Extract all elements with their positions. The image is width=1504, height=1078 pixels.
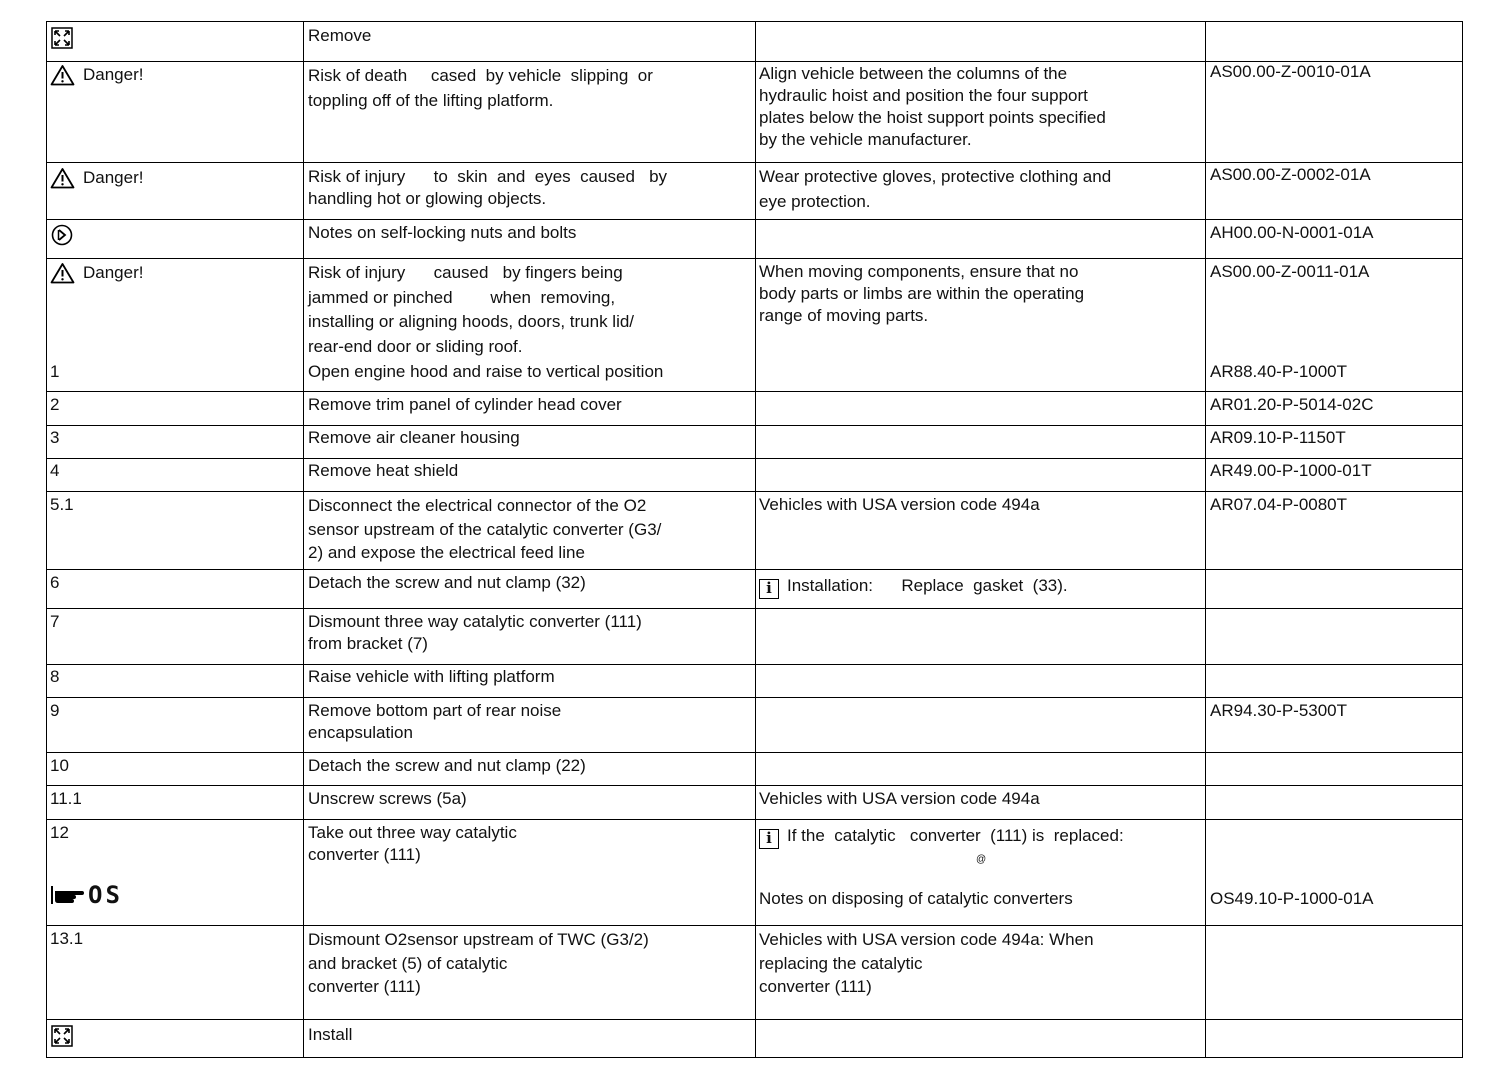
note-circle-icon bbox=[51, 224, 73, 251]
step-text: Remove trim panel of cylinder head cover bbox=[308, 395, 622, 414]
step-text bbox=[308, 822, 517, 866]
danger-label bbox=[50, 64, 143, 86]
text-line: replacing the catalytic bbox=[759, 953, 923, 973]
danger-label bbox=[50, 167, 143, 189]
text-line: converter (111) bbox=[308, 977, 421, 996]
row-divider bbox=[47, 1019, 1462, 1020]
text-line: Align vehicle between the columns of the bbox=[759, 64, 1068, 83]
step-number: 13.1 bbox=[50, 929, 84, 948]
step-text: Raise vehicle with lifting platform bbox=[308, 667, 555, 686]
text-line: Risk of injury to skin and eyes caused by bbox=[308, 167, 668, 186]
text-line: hydraulic hoist and position the four support bbox=[759, 86, 1088, 105]
info-text: If the catalytic converter (111) is replaced: bbox=[787, 826, 1124, 845]
text-line: installing or aligning hoods, doors, trunk lid/ bbox=[308, 312, 635, 331]
document-reference[interactable]: AR01.20-P-5014-02C bbox=[1210, 395, 1374, 414]
document-reference[interactable]: AR88.40-P-1000T bbox=[1210, 362, 1348, 381]
warning-icon bbox=[50, 167, 75, 189]
document-reference[interactable]: AS00.00-Z-0010-01A bbox=[1210, 62, 1371, 81]
text-line: converter (111) bbox=[308, 845, 421, 864]
condition-text: Vehicles with USA version code 494a bbox=[759, 789, 1040, 808]
info-text: Installation: Replace gasket (33). bbox=[787, 576, 1068, 595]
step-text: Remove air cleaner housing bbox=[308, 428, 520, 447]
text-line: Wear protective gloves, protective clothing and bbox=[759, 167, 1112, 186]
condition-text bbox=[759, 928, 1094, 999]
text-line: encapsulation bbox=[308, 723, 413, 742]
condition-text: Vehicles with USA version code 494a bbox=[759, 495, 1040, 514]
text-line: and bracket (5) of catalytic bbox=[308, 953, 508, 973]
danger-label bbox=[50, 262, 143, 284]
risk-text bbox=[308, 261, 634, 359]
step-text bbox=[308, 611, 642, 655]
step-number: 5.1 bbox=[50, 495, 74, 514]
text-line: sensor upstream of the catalytic converter (G3/ bbox=[308, 519, 662, 539]
step-text bbox=[308, 928, 649, 999]
risk-text bbox=[308, 166, 667, 210]
text-line: toppling off of the lifting platform. bbox=[308, 91, 554, 110]
step-number: 12 bbox=[50, 823, 69, 842]
pointing-hand-icon bbox=[50, 882, 86, 908]
row-remove-action: Remove bbox=[308, 26, 372, 45]
measure-text bbox=[759, 164, 1111, 214]
row-divider bbox=[47, 785, 1462, 786]
text-line: range of moving parts. bbox=[759, 306, 929, 325]
step-number: 10 bbox=[50, 756, 69, 775]
document-reference[interactable]: AH00.00-N-0001-01A bbox=[1210, 223, 1374, 242]
column-divider bbox=[303, 22, 304, 1057]
document-reference[interactable]: AR94.30-P-5300T bbox=[1210, 701, 1348, 720]
step-text: Detach the screw and nut clamp (32) bbox=[308, 573, 586, 592]
text-line: handling hot or glowing objects. bbox=[308, 189, 547, 208]
text-line: Disconnect the electrical connector of the O2 bbox=[308, 496, 647, 515]
text-line: Dismount O2sensor upstream of TWC (G3/2) bbox=[308, 930, 649, 949]
text-line: body parts or limbs are within the operating bbox=[759, 284, 1085, 303]
row-divider bbox=[47, 569, 1462, 570]
step-number: 11.1 bbox=[50, 789, 82, 808]
measure-text bbox=[759, 261, 1084, 327]
step-number: 8 bbox=[50, 667, 60, 686]
row-divider bbox=[47, 664, 1462, 665]
text-line: Risk of death cased by vehicle slipping or bbox=[308, 66, 653, 85]
disposal-note: Notes on disposing of catalytic converters bbox=[759, 889, 1073, 908]
info-icon: i bbox=[759, 829, 779, 849]
warning-icon bbox=[50, 64, 75, 86]
text-line: When moving components, ensure that no bbox=[759, 262, 1079, 281]
text-line: Vehicles with USA version code 494a: When bbox=[759, 930, 1094, 949]
text-line: plates below the hoist support points specified bbox=[759, 108, 1106, 127]
row-divider bbox=[47, 697, 1462, 698]
text-line: Dismount three way catalytic converter (111) bbox=[308, 612, 642, 631]
measure-text bbox=[759, 63, 1106, 151]
text-line: rear-end door or sliding roof. bbox=[308, 336, 523, 356]
row-divider bbox=[47, 425, 1462, 426]
replacement-note bbox=[759, 825, 1124, 849]
row-divider bbox=[47, 162, 1462, 163]
row-divider bbox=[47, 458, 1462, 459]
notes-text: Notes on self-locking nuts and bolts bbox=[308, 223, 577, 242]
step-text: Open engine hood and raise to vertical position bbox=[308, 362, 664, 381]
risk-text bbox=[308, 63, 653, 113]
row-divider bbox=[47, 391, 1462, 392]
row-divider bbox=[47, 925, 1462, 926]
text-line: jammed or pinched when removing, bbox=[308, 287, 616, 307]
info-icon: i bbox=[759, 579, 779, 599]
text-line: by the vehicle manufacturer. bbox=[759, 130, 972, 149]
row-divider bbox=[47, 752, 1462, 753]
column-divider bbox=[1205, 22, 1206, 1057]
os-reference-label bbox=[50, 882, 123, 908]
row-divider bbox=[47, 491, 1462, 492]
step-number: 9 bbox=[50, 701, 60, 720]
step-text: Unscrew screws (5a) bbox=[308, 789, 467, 808]
text-line: 2) and expose the electrical feed line bbox=[308, 543, 585, 562]
warning-icon bbox=[50, 262, 75, 284]
step-number: 6 bbox=[50, 573, 60, 592]
row-divider bbox=[47, 819, 1462, 820]
step-text bbox=[308, 700, 561, 744]
step-number: 7 bbox=[50, 612, 60, 631]
step-number: 3 bbox=[50, 428, 60, 447]
document-reference[interactable]: AR09.10-P-1150T bbox=[1210, 428, 1346, 447]
step-text bbox=[308, 494, 661, 565]
step-number: 2 bbox=[50, 395, 60, 414]
expand-arrows-icon bbox=[51, 27, 73, 54]
os-text: OS bbox=[88, 881, 123, 909]
danger-text: Danger! bbox=[83, 263, 144, 282]
document-reference[interactable]: AS00.00-Z-0011-01A bbox=[1210, 262, 1370, 281]
document-reference[interactable]: AR49.00-P-1000-01T bbox=[1210, 461, 1372, 480]
installation-note bbox=[759, 575, 1068, 599]
text-line: converter (111) bbox=[759, 977, 872, 996]
row-divider bbox=[47, 258, 1462, 259]
text-line: eye protection. bbox=[759, 192, 871, 211]
document-reference[interactable]: AR07.04-P-0080T bbox=[1210, 495, 1348, 514]
danger-text: Danger! bbox=[83, 168, 144, 187]
document-reference[interactable]: AS00.00-Z-0002-01A bbox=[1210, 165, 1371, 184]
document-reference[interactable]: OS49.10-P-1000-01A bbox=[1210, 889, 1374, 908]
procedure-table bbox=[46, 21, 1463, 1058]
expand-arrows-icon bbox=[51, 1025, 73, 1052]
step-number: 4 bbox=[50, 461, 60, 480]
text-line: Risk of injury caused by fingers being bbox=[308, 263, 623, 282]
text-line: Remove bottom part of rear noise bbox=[308, 701, 562, 720]
column-divider bbox=[755, 22, 756, 1057]
danger-text: Danger! bbox=[83, 65, 144, 84]
row-divider bbox=[47, 219, 1462, 220]
at-symbol: @ bbox=[976, 854, 987, 865]
step-text: Detach the screw and nut clamp (22) bbox=[308, 756, 586, 775]
step-number: 1 bbox=[50, 362, 60, 381]
step-text: Remove heat shield bbox=[308, 461, 459, 480]
text-line: from bracket (7) bbox=[308, 634, 428, 653]
text-line: Take out three way catalytic bbox=[308, 823, 517, 842]
row-divider bbox=[47, 608, 1462, 609]
row-install-action: Install bbox=[308, 1025, 353, 1044]
